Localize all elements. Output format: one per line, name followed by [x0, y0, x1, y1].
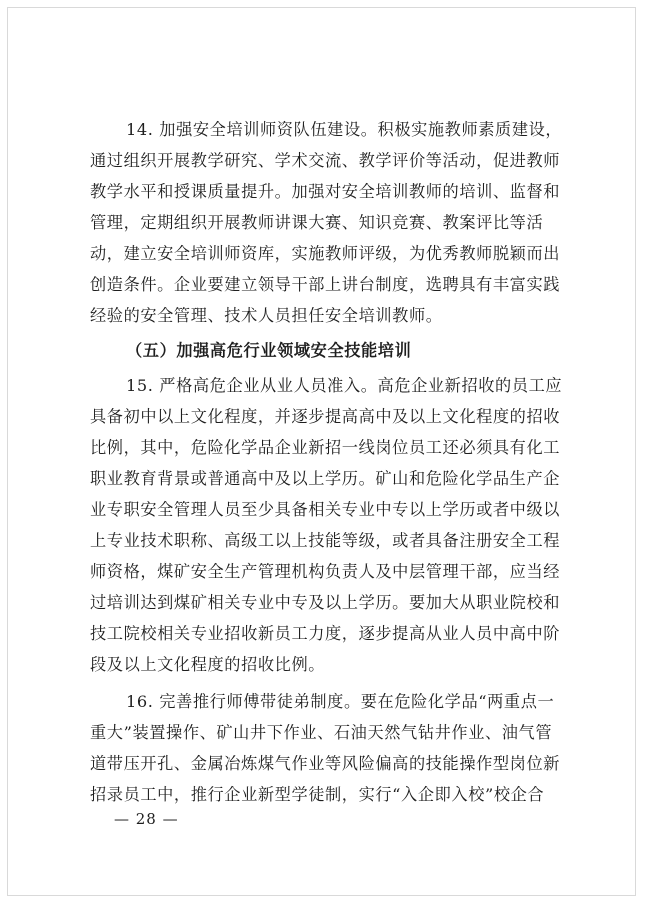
- paragraph-15: [90, 370, 568, 680]
- text-line: 教学水平和授课质量提升。加强对安全培训教师的培训、监督和: [90, 182, 561, 201]
- text-line: 招录员工中，推行企业新型学徒制，实行“入企即入校”校企合: [90, 785, 545, 804]
- text-line: 16. 完善推行师傅带徒弟制度。要在危险化学品“两重点一: [126, 692, 555, 711]
- text-line: 技工院校相关专业招收新员工力度，逐步提高从业人员中高中阶: [90, 624, 561, 643]
- document-page: [7, 7, 636, 896]
- text-line: 重大”装置操作、矿山井下作业、石油天然气钻井作业、油气管: [90, 723, 553, 742]
- text-line: 过培训达到煤矿相关专业中专及以上学历。要加大从职业院校和: [90, 593, 561, 612]
- text-line: 段及以上文化程度的招收比例。: [90, 655, 326, 674]
- text-line: 业专职安全管理人员至少具备相关专业中专以上学历或者中级以: [90, 500, 561, 519]
- text-line: 师资格，煤矿安全生产管理机构负责人及中层管理干部，应当经: [90, 562, 561, 581]
- text-line: 职业教育背景或普通高中及以上学历。矿山和危险化学品生产企: [90, 469, 561, 488]
- paragraph-16: [90, 686, 568, 810]
- text-line: 道带压开孔、金属冶炼煤气作业等风险偏高的技能操作型岗位新: [90, 754, 561, 773]
- text-line: 动，建立安全培训师资库，实施教师评级，为优秀教师脱颖而出: [90, 244, 561, 263]
- text-line: 15. 严格高危企业从业人员准入。高危企业新招收的员工应: [126, 376, 563, 395]
- text-line: 通过组织开展教学研究、学术交流、教学评价等活动，促进教师: [90, 151, 561, 170]
- page-number: — 28 —: [114, 810, 179, 828]
- text-line: 比例，其中，危险化学品企业新招一线岗位员工还必须具有化工: [90, 438, 561, 457]
- text-line: 经验的安全管理、技术人员担任安全培训教师。: [90, 306, 443, 325]
- text-line: 管理，定期组织开展教师讲课大赛、知识竞赛、教案评比等活: [90, 213, 544, 232]
- text-line: 上专业技术职称、高级工以上技能等级，或者具备注册安全工程: [90, 531, 561, 550]
- paragraph-14: [90, 114, 568, 331]
- text-line: 创造条件。企业要建立领导干部上讲台制度，选聘具有丰富实践: [90, 275, 561, 294]
- text-line: 14. 加强安全培训师资队伍建设。积极实施教师素质建设，: [126, 120, 563, 139]
- document-body: [90, 114, 568, 810]
- section-heading: （五）加强高危行业领域安全技能培训: [126, 341, 412, 360]
- text-line: 具备初中以上文化程度，并逐步提高高中及以上文化程度的招收: [90, 407, 561, 426]
